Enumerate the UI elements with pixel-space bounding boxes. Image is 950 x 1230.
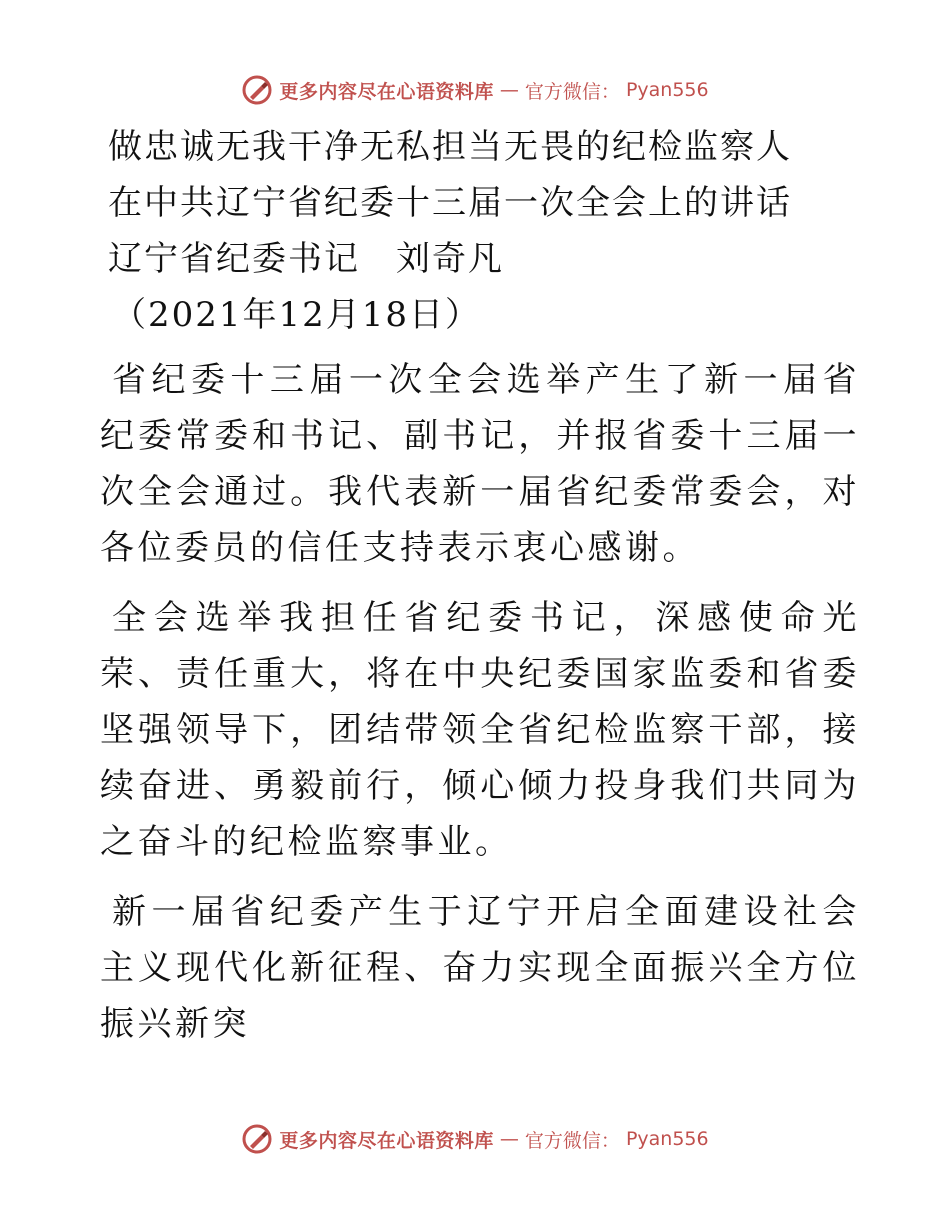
top-watermark-banner bbox=[0, 72, 950, 108]
paragraph-2: 全会选举我担任省纪委书记，深感使命光荣、责任重大，将在中央纪委国家监委和省委坚强领导下，团结带领全省纪检监察干部，接续奋进、勇毅前行，倾心倾力投身我们共同为之奋斗的纪检监察事业。 bbox=[100, 598, 860, 862]
watermark-account: Pyan556 bbox=[625, 79, 709, 101]
document-date: （2021年12月18日） bbox=[112, 295, 482, 335]
document-title: 做忠诚无我干净无私担当无畏的纪检监察人 bbox=[108, 127, 792, 167]
watermark-wechat-label: 官方微信： bbox=[524, 80, 620, 103]
bottom-watermark-banner bbox=[0, 1121, 950, 1157]
watermark-brand-text: 更多内容尽在心语资料库 bbox=[279, 80, 494, 103]
pen-logo-icon bbox=[241, 74, 273, 106]
paragraph-1: 省纪委十三届一次全会选举产生了新一届省纪委常委和书记、副书记，并报省委十三届一次全会通过。我代表新一届省纪委常委会，对各位委员的信任支持表示衷心感谢。 bbox=[100, 360, 860, 568]
watermark-brand-text: 更多内容尽在心语资料库 bbox=[279, 1129, 494, 1152]
document-subtitle: 在中共辽宁省纪委十三届一次全会上的讲话 bbox=[108, 183, 792, 223]
document-author: 辽宁省纪委书记 刘奇凡 bbox=[108, 239, 504, 279]
watermark-wechat-label: 官方微信： bbox=[524, 1129, 620, 1152]
watermark-dash: — bbox=[499, 79, 519, 101]
watermark-account: Pyan556 bbox=[625, 1128, 709, 1150]
pen-logo-icon bbox=[241, 1123, 273, 1155]
document-body bbox=[100, 120, 860, 1066]
paragraph-3: 新一届省纪委产生于辽宁开启全面建设社会主义现代化新征程、奋力实现全面振兴全方位振兴新突 bbox=[100, 892, 860, 1044]
watermark-dash: — bbox=[499, 1128, 519, 1150]
